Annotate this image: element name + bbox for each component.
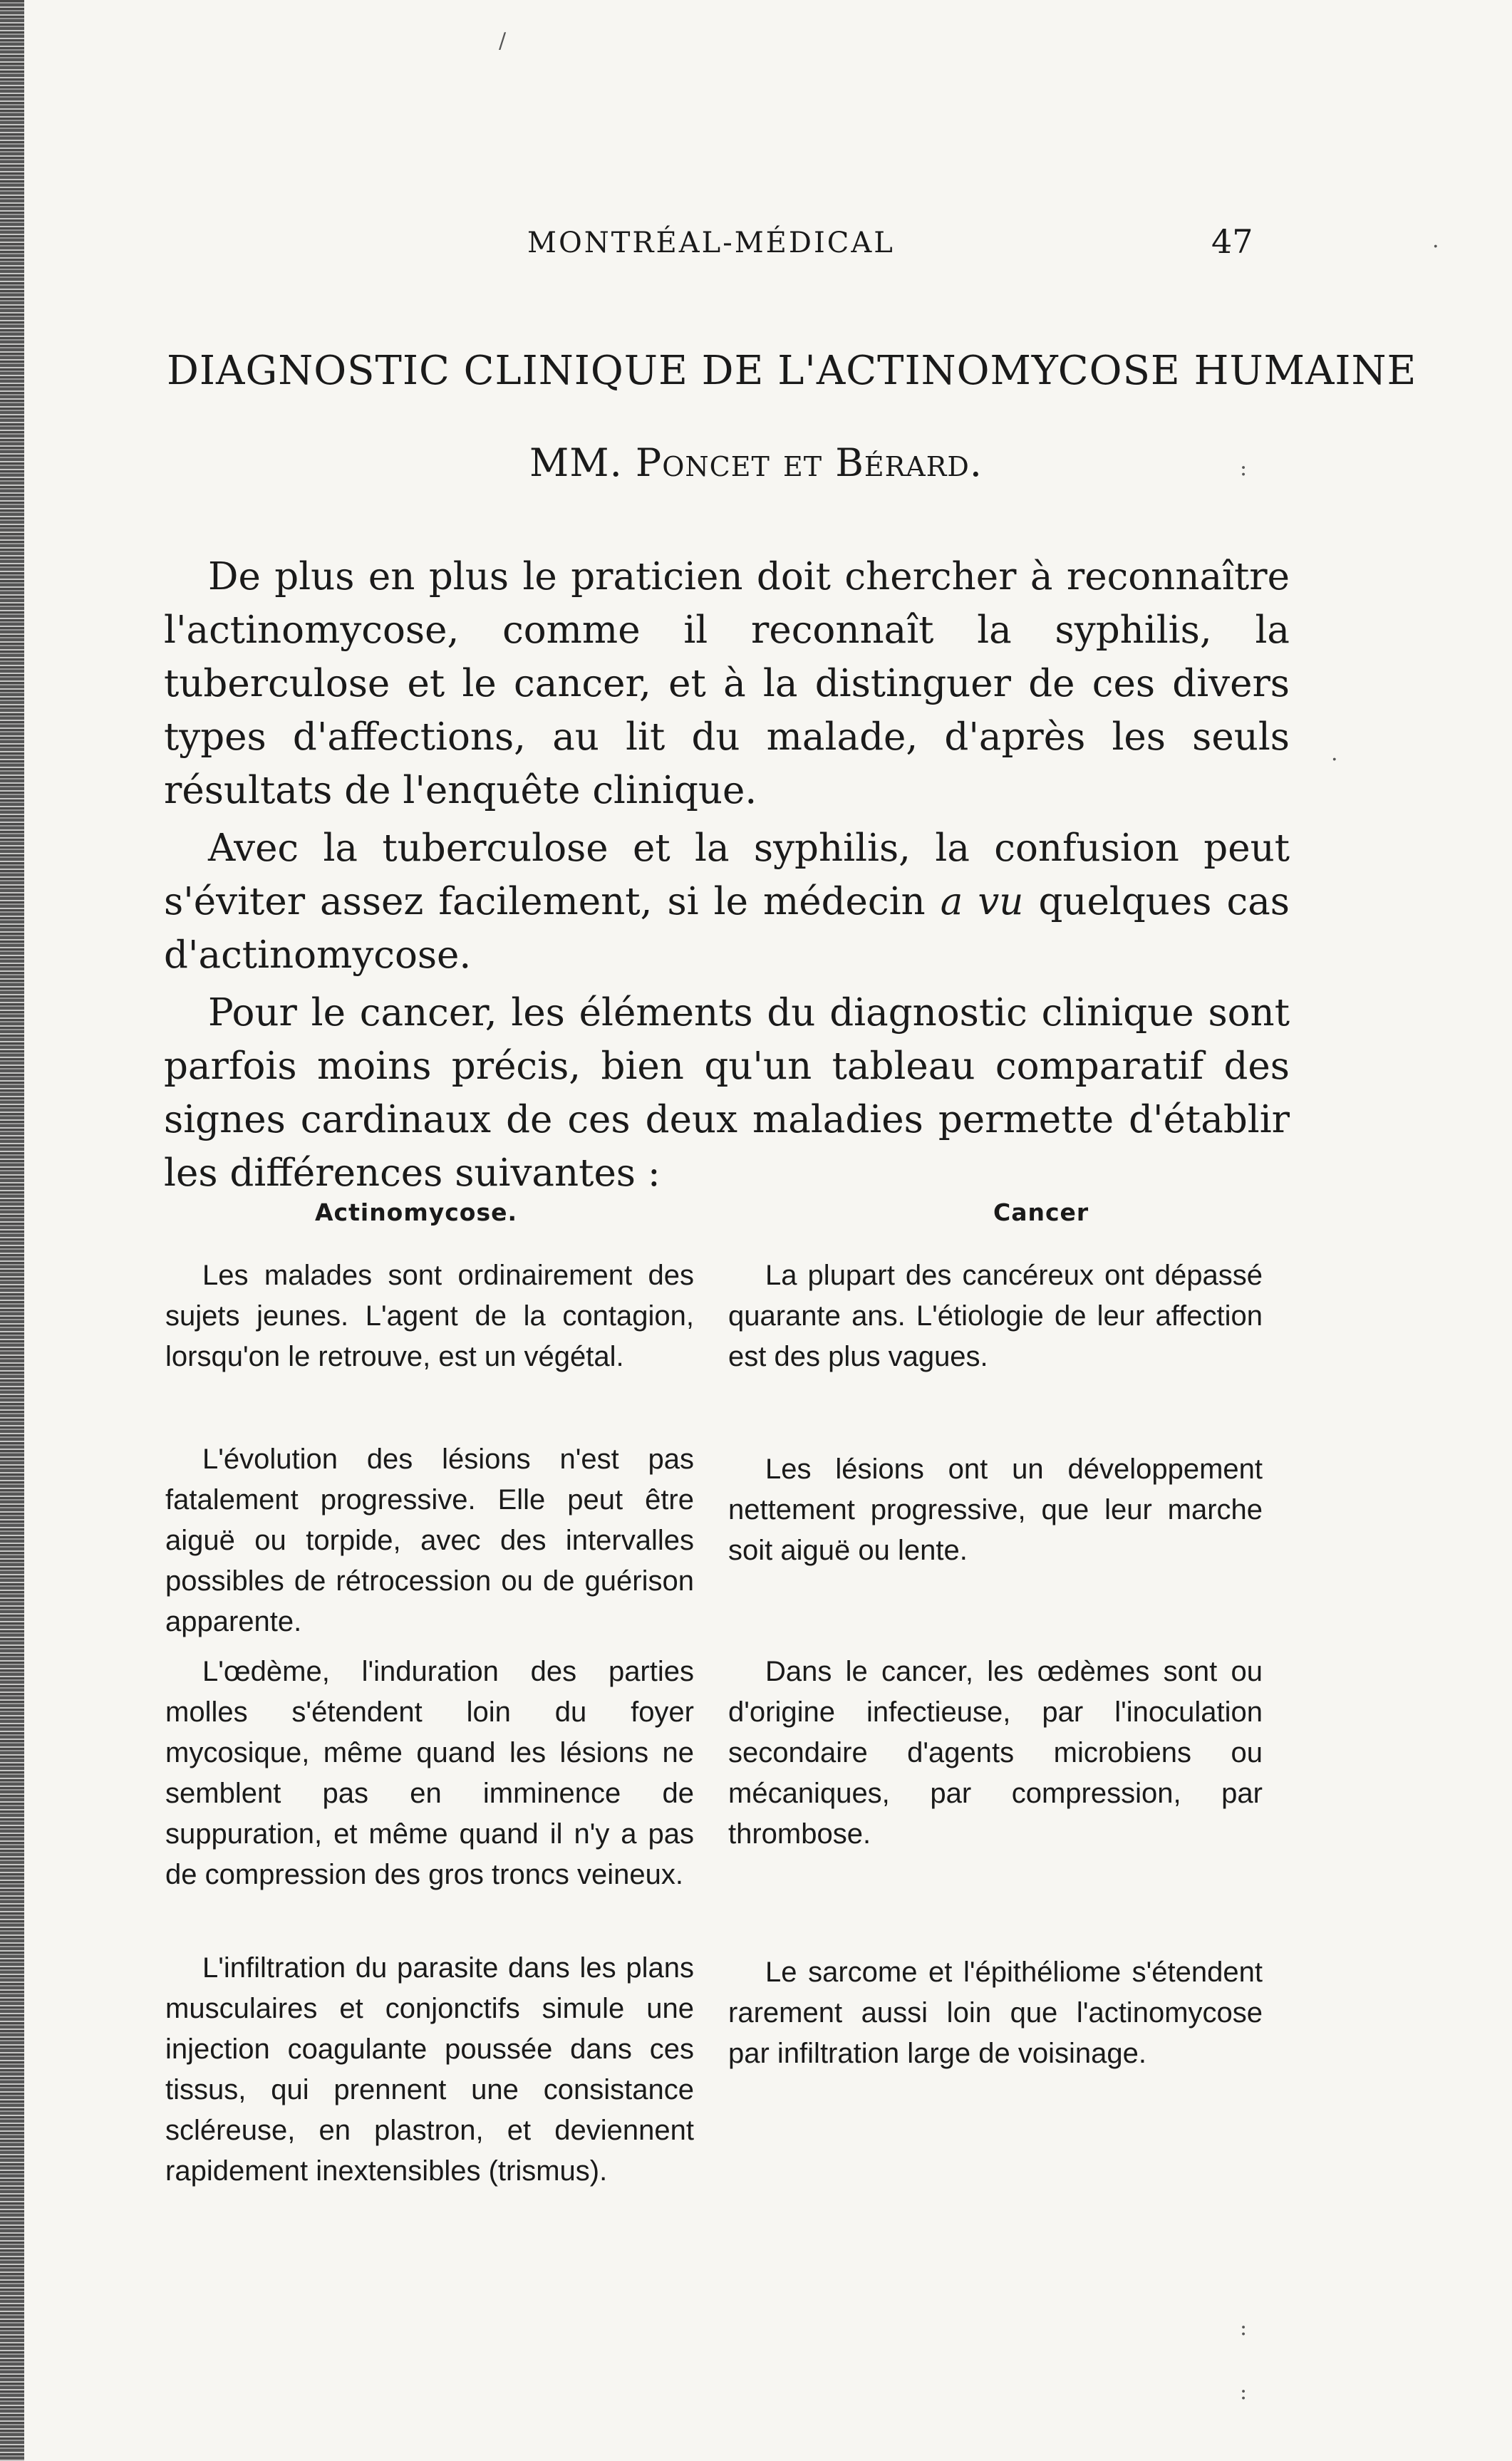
intro-paragraph-1: De plus en plus le praticien doit chercher à reconnaître l'actinomycose, comme il reconnaît la syphilis, la tuberculose et le cancer, et à la distinguer de ces divers types d'affections, au lit du malade, d'après les seuls résultats de l'enquête clinique. — [164, 555, 1290, 812]
intro-paragraph-2 — [164, 822, 1290, 982]
right-cell-text: Dans le cancer, les œdèmes sont ou d'origine infectieuse, par l'inoculation secondaire d'agents microbiens ou mécaniques, par compression, par thrombose. — [728, 1656, 1263, 1850]
left-cell-text: L'œdème, l'induration des parties molles s'étendent loin du foyer mycosique, même quand les lésions ne semblent pas en imminence de suppuration, et même quand il n'y a pas de compression des gros troncs veineux. — [165, 1656, 694, 1890]
scan-speck: / — [499, 29, 507, 53]
comparison-left-cell-1 — [165, 1255, 694, 1377]
comparison-right-cell-2 — [728, 1449, 1263, 1571]
para2-end: quelques cas d'actinomycose. — [164, 880, 1290, 977]
intro-text — [164, 550, 1290, 1204]
right-cell-text: Le sarcome et l'épithéliome s'étendent rarement aussi loin que l'actinomycose par infiltration large de voisinage. — [728, 1957, 1263, 2069]
scan-speck: : — [1240, 456, 1248, 481]
comparison-left-cell-4 — [165, 1948, 694, 2192]
column-header-actinomycose: Actinomycose. — [315, 1198, 518, 1226]
comparison-right-cell-4 — [728, 1952, 1263, 2074]
comparison-right-cell-3 — [728, 1652, 1263, 1855]
right-cell-text: La plupart des cancéreux ont dépassé quarante ans. L'étiologie de leur affection est des plus vagues. — [728, 1260, 1263, 1372]
left-cell-text: Les malades sont ordinairement des sujets jeunes. L'agent de la contagion, lorsqu'on le retrouve, est un végétal. — [165, 1260, 694, 1372]
scan-speck: . — [1331, 741, 1338, 766]
scan-speck: . — [1432, 228, 1439, 253]
running-head: MONTRÉAL-MÉDICAL — [527, 227, 895, 259]
scan-speck: : — [1240, 2316, 1248, 2341]
para2-start: Avec la tuberculose et la syphilis, la confusion peut s'éviter assez facilement, si le médecin — [164, 827, 1290, 923]
comparison-left-cell-2 — [165, 1439, 694, 1642]
scan-speck: : — [1240, 2380, 1248, 2405]
column-header-cancer: Cancer — [993, 1198, 1089, 1226]
article-title: DIAGNOSTIC CLINIQUE DE L'ACTINOMYCOSE HUMAINE — [167, 348, 1417, 394]
page-number: 47 — [1211, 222, 1253, 261]
para2-italic: a vu — [940, 880, 1024, 923]
left-cell-text: L'évolution des lésions n'est pas fatalement progressive. Elle peut être aiguë ou torpide, avec des intervalles possibles de rétrocession ou de guérison apparente. — [165, 1444, 694, 1637]
left-cell-text: L'infiltration du parasite dans les plans musculaires et conjonctifs simule une injection coagulante poussée dans ces tissus, qui prennent une consistance scléreuse, en plastron, et deviennent rapidement inextensibles (trismus). — [165, 1952, 694, 2187]
right-cell-text: Les lésions ont un développement nettement progressive, que leur marche soit aiguë ou lente. — [728, 1454, 1263, 1566]
intro-paragraph-3: Pour le cancer, les éléments du diagnostic clinique sont parfois moins précis, bien qu'un tableau comparatif des signes cardinaux de ces deux maladies permette d'établir les différences suivantes : — [164, 991, 1290, 1195]
comparison-right-cell-1 — [728, 1255, 1263, 1377]
comparison-left-cell-3 — [165, 1652, 694, 1895]
article-authors: MM. Poncet et Bérard. — [529, 440, 983, 485]
